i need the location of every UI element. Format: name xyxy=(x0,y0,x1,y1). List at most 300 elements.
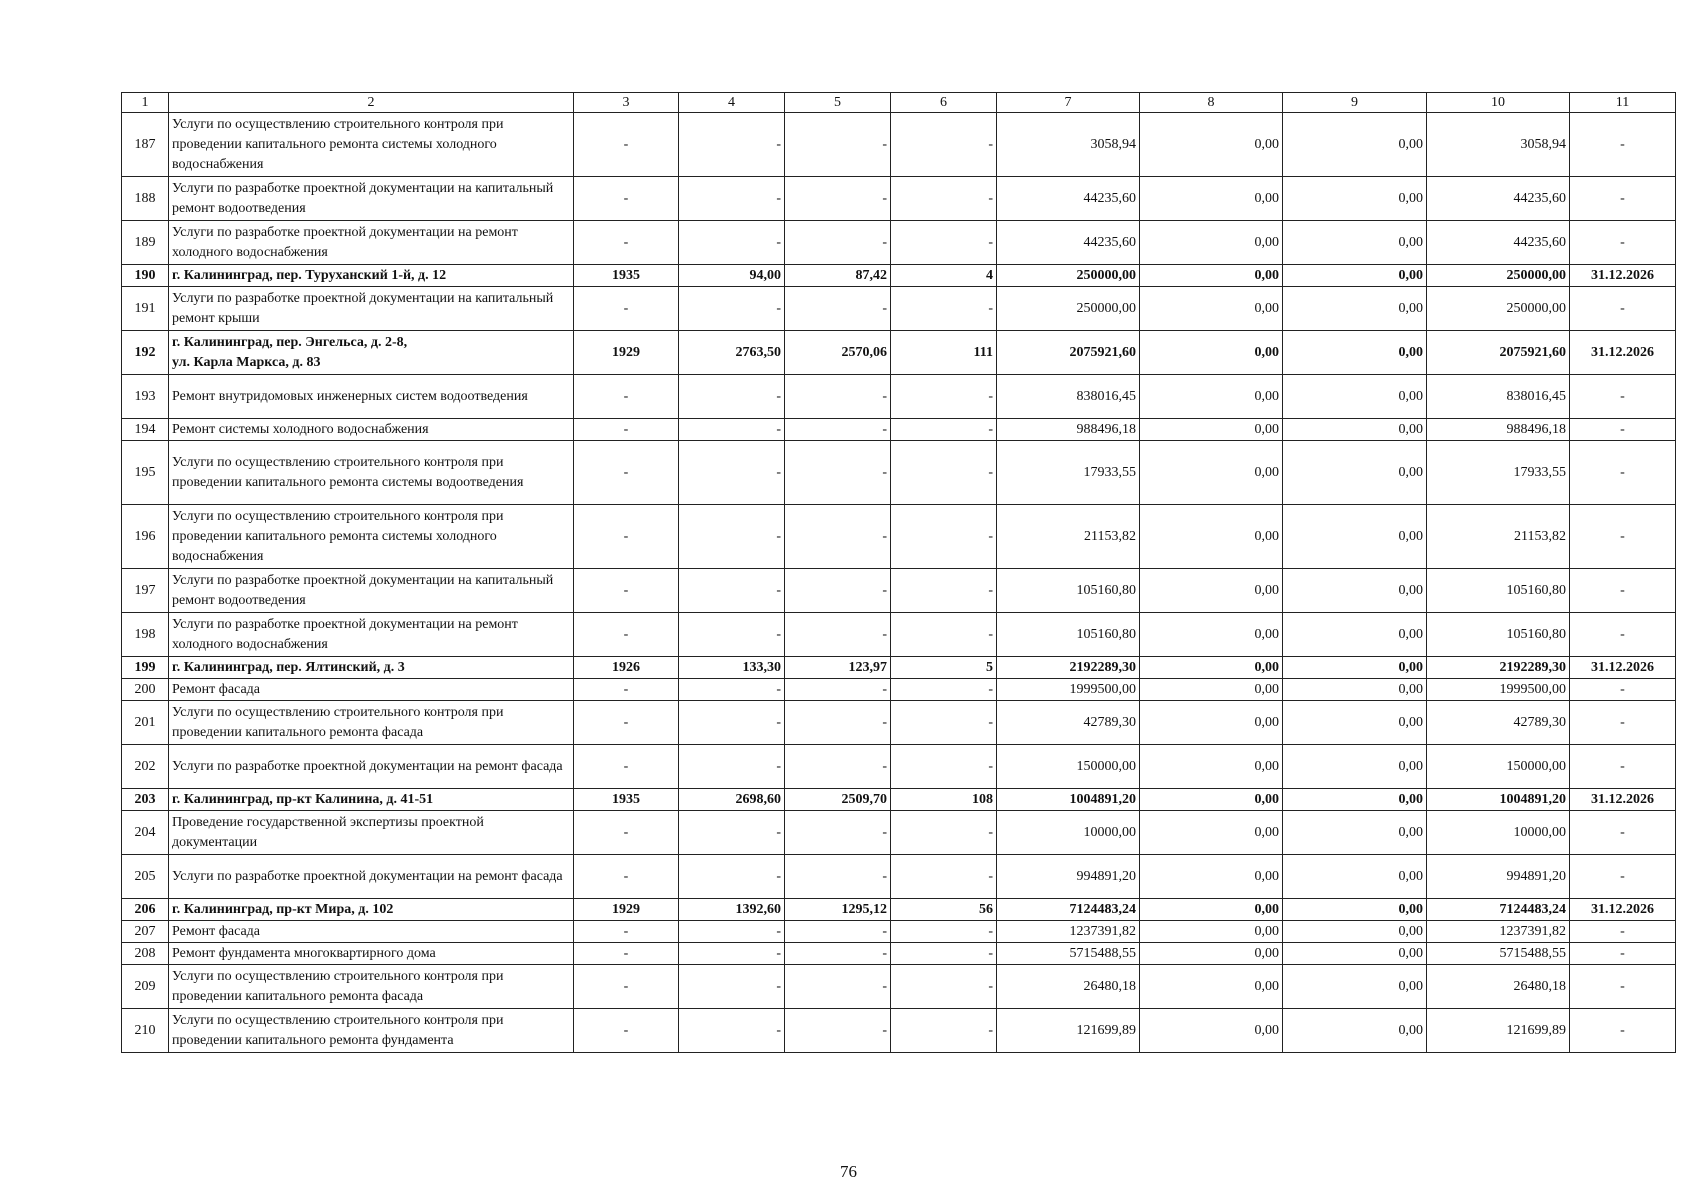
cell-c3: - xyxy=(574,221,679,265)
cell-n: 189 xyxy=(122,221,169,265)
cell-c10: 994891,20 xyxy=(1427,855,1570,899)
table-body xyxy=(122,113,1676,1053)
cell-c5: - xyxy=(785,811,891,855)
cell-c8: 0,00 xyxy=(1140,789,1283,811)
cell-c10: 105160,80 xyxy=(1427,569,1570,613)
cell-c4: - xyxy=(679,921,785,943)
cell-c6: 108 xyxy=(891,789,997,811)
cell-c11: - xyxy=(1570,177,1676,221)
cell-c11: - xyxy=(1570,221,1676,265)
cell-c7: 105160,80 xyxy=(997,569,1140,613)
cell-c3: 1926 xyxy=(574,657,679,679)
table-row xyxy=(122,331,1676,375)
cell-c5: 2570,06 xyxy=(785,331,891,375)
cell-c10: 250000,00 xyxy=(1427,287,1570,331)
cell-c5: - xyxy=(785,287,891,331)
cell-c11: - xyxy=(1570,505,1676,569)
cell-c8: 0,00 xyxy=(1140,287,1283,331)
cell-name: Услуги по осуществлению строительного контроля при проведении капитального ремонта системы водоотведения xyxy=(169,441,574,505)
cell-c4: - xyxy=(679,287,785,331)
cell-c8: 0,00 xyxy=(1140,113,1283,177)
cell-c10: 121699,89 xyxy=(1427,1009,1570,1053)
cell-c5: - xyxy=(785,113,891,177)
cell-c7: 7124483,24 xyxy=(997,899,1140,921)
cell-c3: 1935 xyxy=(574,789,679,811)
cell-c8: 0,00 xyxy=(1140,943,1283,965)
cell-c3: - xyxy=(574,569,679,613)
table-row xyxy=(122,177,1676,221)
cell-c5: - xyxy=(785,419,891,441)
cell-c10: 1237391,82 xyxy=(1427,921,1570,943)
cell-c7: 838016,45 xyxy=(997,375,1140,419)
cell-c5: - xyxy=(785,1009,891,1053)
cell-c6: - xyxy=(891,855,997,899)
cell-c4: - xyxy=(679,943,785,965)
column-header: 4 xyxy=(679,93,785,113)
cell-n: 192 xyxy=(122,331,169,375)
cell-c10: 21153,82 xyxy=(1427,505,1570,569)
cell-c3: - xyxy=(574,441,679,505)
cell-c3: 1929 xyxy=(574,899,679,921)
cell-c9: 0,00 xyxy=(1283,701,1427,745)
cell-n: 210 xyxy=(122,1009,169,1053)
cell-c3: - xyxy=(574,287,679,331)
cell-c6: - xyxy=(891,943,997,965)
cell-c7: 10000,00 xyxy=(997,811,1140,855)
cell-c9: 0,00 xyxy=(1283,613,1427,657)
cell-c7: 250000,00 xyxy=(997,265,1140,287)
cell-c11: - xyxy=(1570,943,1676,965)
cell-c10: 3058,94 xyxy=(1427,113,1570,177)
cell-c10: 250000,00 xyxy=(1427,265,1570,287)
cell-c6: - xyxy=(891,505,997,569)
table-row xyxy=(122,701,1676,745)
cell-n: 209 xyxy=(122,965,169,1009)
cell-n: 200 xyxy=(122,679,169,701)
cell-c9: 0,00 xyxy=(1283,657,1427,679)
cell-c5: 123,97 xyxy=(785,657,891,679)
cell-c6: - xyxy=(891,1009,997,1053)
cell-c9: 0,00 xyxy=(1283,745,1427,789)
cell-c9: 0,00 xyxy=(1283,679,1427,701)
cell-c11: 31.12.2026 xyxy=(1570,789,1676,811)
cell-c11: - xyxy=(1570,965,1676,1009)
cell-c5: 2509,70 xyxy=(785,789,891,811)
cell-c5: 1295,12 xyxy=(785,899,891,921)
cell-c7: 2075921,60 xyxy=(997,331,1140,375)
cell-c4: 133,30 xyxy=(679,657,785,679)
cell-name: г. Калининград, пр-кт Калинина, д. 41-51 xyxy=(169,789,574,811)
cell-name: Услуги по разработке проектной документации на капитальный ремонт крыши xyxy=(169,287,574,331)
cell-c11: - xyxy=(1570,855,1676,899)
cell-name: Ремонт внутридомовых инженерных систем водоотведения xyxy=(169,375,574,419)
cell-c7: 250000,00 xyxy=(997,287,1140,331)
cell-c9: 0,00 xyxy=(1283,789,1427,811)
cell-name xyxy=(169,331,574,375)
address-line-2: ул. Карла Маркса, д. 83 xyxy=(172,354,321,370)
cell-c3: - xyxy=(574,113,679,177)
header-row xyxy=(122,93,1676,113)
cell-c10: 17933,55 xyxy=(1427,441,1570,505)
column-header: 9 xyxy=(1283,93,1427,113)
cell-c11: - xyxy=(1570,113,1676,177)
cell-name: Услуги по разработке проектной документации на ремонт фасада xyxy=(169,745,574,789)
cell-name: Ремонт фасада xyxy=(169,679,574,701)
cell-c4: 2698,60 xyxy=(679,789,785,811)
cell-c11: - xyxy=(1570,287,1676,331)
cell-c4: - xyxy=(679,811,785,855)
cell-name: г. Калининград, пр-кт Мира, д. 102 xyxy=(169,899,574,921)
cell-c9: 0,00 xyxy=(1283,505,1427,569)
cell-c8: 0,00 xyxy=(1140,921,1283,943)
cell-c5: - xyxy=(785,505,891,569)
cell-c9: 0,00 xyxy=(1283,921,1427,943)
cell-c11: - xyxy=(1570,811,1676,855)
cell-c11: - xyxy=(1570,921,1676,943)
cell-c4: - xyxy=(679,965,785,1009)
cell-c7: 17933,55 xyxy=(997,441,1140,505)
cell-c6: - xyxy=(891,811,997,855)
cell-c4: 2763,50 xyxy=(679,331,785,375)
cell-c8: 0,00 xyxy=(1140,375,1283,419)
cell-c7: 1999500,00 xyxy=(997,679,1140,701)
cell-c11: 31.12.2026 xyxy=(1570,657,1676,679)
cell-name: Услуги по осуществлению строительного контроля при проведении капитального ремонта системы холодного водоснабжения xyxy=(169,113,574,177)
cell-c9: 0,00 xyxy=(1283,113,1427,177)
cell-c3: - xyxy=(574,701,679,745)
cell-c11: - xyxy=(1570,375,1676,419)
cell-c6: - xyxy=(891,177,997,221)
cell-c7: 1004891,20 xyxy=(997,789,1140,811)
table-row xyxy=(122,657,1676,679)
cell-c4: - xyxy=(679,419,785,441)
cell-c10: 44235,60 xyxy=(1427,177,1570,221)
cell-c7: 44235,60 xyxy=(997,177,1140,221)
cell-c8: 0,00 xyxy=(1140,569,1283,613)
cell-c4: - xyxy=(679,221,785,265)
cell-c9: 0,00 xyxy=(1283,899,1427,921)
cell-c5: - xyxy=(785,701,891,745)
cell-c7: 994891,20 xyxy=(997,855,1140,899)
cell-c9: 0,00 xyxy=(1283,177,1427,221)
cell-c4: 94,00 xyxy=(679,265,785,287)
cell-c6: - xyxy=(891,679,997,701)
cell-n: 194 xyxy=(122,419,169,441)
cell-c10: 105160,80 xyxy=(1427,613,1570,657)
cell-name: Услуги по разработке проектной документации на капитальный ремонт водоотведения xyxy=(169,177,574,221)
cell-c11: - xyxy=(1570,613,1676,657)
cell-n: 195 xyxy=(122,441,169,505)
cell-c9: 0,00 xyxy=(1283,265,1427,287)
cell-c8: 0,00 xyxy=(1140,265,1283,287)
column-header: 2 xyxy=(169,93,574,113)
cell-c8: 0,00 xyxy=(1140,899,1283,921)
cell-c4: - xyxy=(679,375,785,419)
cell-c9: 0,00 xyxy=(1283,331,1427,375)
cell-c5: - xyxy=(785,943,891,965)
table-row xyxy=(122,287,1676,331)
table-row xyxy=(122,679,1676,701)
cell-c9: 0,00 xyxy=(1283,855,1427,899)
cell-name: г. Калининград, пер. Ялтинский, д. 3 xyxy=(169,657,574,679)
cell-c6: - xyxy=(891,221,997,265)
cell-c5: - xyxy=(785,569,891,613)
table-row xyxy=(122,745,1676,789)
cell-c6: - xyxy=(891,965,997,1009)
cell-c5: - xyxy=(785,855,891,899)
cell-c10: 1999500,00 xyxy=(1427,679,1570,701)
table-row xyxy=(122,811,1676,855)
cell-c8: 0,00 xyxy=(1140,613,1283,657)
cell-c6: - xyxy=(891,287,997,331)
column-header: 3 xyxy=(574,93,679,113)
table-row xyxy=(122,1009,1676,1053)
cell-c8: 0,00 xyxy=(1140,657,1283,679)
cell-c6: 5 xyxy=(891,657,997,679)
cell-c7: 1237391,82 xyxy=(997,921,1140,943)
cell-n: 207 xyxy=(122,921,169,943)
cell-n: 199 xyxy=(122,657,169,679)
cell-c4: 1392,60 xyxy=(679,899,785,921)
cell-c9: 0,00 xyxy=(1283,287,1427,331)
cell-c7: 105160,80 xyxy=(997,613,1140,657)
cell-c3: - xyxy=(574,505,679,569)
cell-name: Ремонт системы холодного водоснабжения xyxy=(169,419,574,441)
cell-c6: - xyxy=(891,701,997,745)
cell-n: 205 xyxy=(122,855,169,899)
cell-c5: - xyxy=(785,745,891,789)
cell-c11: - xyxy=(1570,701,1676,745)
column-header: 7 xyxy=(997,93,1140,113)
cell-c10: 26480,18 xyxy=(1427,965,1570,1009)
cell-c10: 838016,45 xyxy=(1427,375,1570,419)
table-row xyxy=(122,943,1676,965)
cell-c5: - xyxy=(785,965,891,1009)
cell-c7: 150000,00 xyxy=(997,745,1140,789)
cell-c7: 42789,30 xyxy=(997,701,1140,745)
cell-n: 198 xyxy=(122,613,169,657)
cell-c5: - xyxy=(785,221,891,265)
cell-c4: - xyxy=(679,701,785,745)
cell-c4: - xyxy=(679,855,785,899)
cell-c10: 7124483,24 xyxy=(1427,899,1570,921)
cell-c4: - xyxy=(679,569,785,613)
cell-c7: 26480,18 xyxy=(997,965,1140,1009)
table-row xyxy=(122,613,1676,657)
cell-n: 197 xyxy=(122,569,169,613)
cell-c8: 0,00 xyxy=(1140,419,1283,441)
cell-c9: 0,00 xyxy=(1283,1009,1427,1053)
table-row xyxy=(122,789,1676,811)
page-number: 76 xyxy=(840,1162,857,1181)
cell-c6: - xyxy=(891,921,997,943)
cell-n: 190 xyxy=(122,265,169,287)
cell-c8: 0,00 xyxy=(1140,177,1283,221)
cell-c7: 2192289,30 xyxy=(997,657,1140,679)
cell-c10: 5715488,55 xyxy=(1427,943,1570,965)
cell-n: 191 xyxy=(122,287,169,331)
cell-c3: - xyxy=(574,855,679,899)
cell-c4: - xyxy=(679,1009,785,1053)
cell-c3: - xyxy=(574,177,679,221)
cell-name: Ремонт фасада xyxy=(169,921,574,943)
cell-c5: - xyxy=(785,177,891,221)
cell-c8: 0,00 xyxy=(1140,811,1283,855)
cell-c3: - xyxy=(574,811,679,855)
cell-c5: - xyxy=(785,441,891,505)
cell-c6: 4 xyxy=(891,265,997,287)
cell-c6: 111 xyxy=(891,331,997,375)
cell-c8: 0,00 xyxy=(1140,331,1283,375)
cell-c9: 0,00 xyxy=(1283,965,1427,1009)
cell-c7: 988496,18 xyxy=(997,419,1140,441)
cell-c3: - xyxy=(574,1009,679,1053)
cell-c6: - xyxy=(891,419,997,441)
cell-c4: - xyxy=(679,679,785,701)
cell-name: г. Калининград, пер. Туруханский 1-й, д. 12 xyxy=(169,265,574,287)
cell-c6: - xyxy=(891,441,997,505)
cell-c6: - xyxy=(891,613,997,657)
cell-c3: 1929 xyxy=(574,331,679,375)
cell-c8: 0,00 xyxy=(1140,1009,1283,1053)
cell-c5: - xyxy=(785,613,891,657)
cell-c9: 0,00 xyxy=(1283,943,1427,965)
cell-c3: - xyxy=(574,745,679,789)
cell-c3: - xyxy=(574,921,679,943)
cell-c5: - xyxy=(785,375,891,419)
table-row xyxy=(122,441,1676,505)
cell-c3: - xyxy=(574,419,679,441)
cell-c10: 2192289,30 xyxy=(1427,657,1570,679)
column-header: 5 xyxy=(785,93,891,113)
table-row xyxy=(122,113,1676,177)
cell-c3: - xyxy=(574,613,679,657)
cell-name: Услуги по разработке проектной документации на ремонт фасада xyxy=(169,855,574,899)
table-row xyxy=(122,265,1676,287)
cell-c9: 0,00 xyxy=(1283,441,1427,505)
cell-c11: - xyxy=(1570,745,1676,789)
cell-c10: 42789,30 xyxy=(1427,701,1570,745)
cell-name: Услуги по разработке проектной документации на ремонт холодного водоснабжения xyxy=(169,613,574,657)
cell-n: 201 xyxy=(122,701,169,745)
cell-c10: 150000,00 xyxy=(1427,745,1570,789)
cell-n: 196 xyxy=(122,505,169,569)
cell-c10: 1004891,20 xyxy=(1427,789,1570,811)
cell-name: Услуги по осуществлению строительного контроля при проведении капитального ремонта фасада xyxy=(169,701,574,745)
cell-c3: - xyxy=(574,943,679,965)
cell-c6: - xyxy=(891,375,997,419)
cell-c5: - xyxy=(785,921,891,943)
column-header: 8 xyxy=(1140,93,1283,113)
cell-name: Ремонт фундамента многоквартирного дома xyxy=(169,943,574,965)
cell-name: Услуги по осуществлению строительного контроля при проведении капитального ремонта фундамента xyxy=(169,1009,574,1053)
cell-n: 206 xyxy=(122,899,169,921)
cell-c4: - xyxy=(679,177,785,221)
cell-name: Услуги по разработке проектной документации на ремонт холодного водоснабжения xyxy=(169,221,574,265)
cell-c11: 31.12.2026 xyxy=(1570,331,1676,375)
table-row xyxy=(122,569,1676,613)
cell-c6: - xyxy=(891,745,997,789)
column-header: 1 xyxy=(122,93,169,113)
cell-n: 202 xyxy=(122,745,169,789)
cell-c5: - xyxy=(785,679,891,701)
column-header: 6 xyxy=(891,93,997,113)
table-row xyxy=(122,419,1676,441)
cell-c11: - xyxy=(1570,679,1676,701)
cell-c10: 10000,00 xyxy=(1427,811,1570,855)
table-row xyxy=(122,921,1676,943)
cell-c10: 44235,60 xyxy=(1427,221,1570,265)
table-row xyxy=(122,375,1676,419)
cell-c7: 3058,94 xyxy=(997,113,1140,177)
cell-c8: 0,00 xyxy=(1140,679,1283,701)
cell-c9: 0,00 xyxy=(1283,569,1427,613)
cell-c9: 0,00 xyxy=(1283,811,1427,855)
cell-n: 204 xyxy=(122,811,169,855)
cell-c4: - xyxy=(679,745,785,789)
cell-c11: - xyxy=(1570,419,1676,441)
cell-c6: 56 xyxy=(891,899,997,921)
cell-c7: 5715488,55 xyxy=(997,943,1140,965)
cell-c8: 0,00 xyxy=(1140,221,1283,265)
cell-c8: 0,00 xyxy=(1140,505,1283,569)
cell-c5: 87,42 xyxy=(785,265,891,287)
data-table xyxy=(121,92,1676,1053)
cell-c4: - xyxy=(679,441,785,505)
cell-n: 187 xyxy=(122,113,169,177)
column-header: 10 xyxy=(1427,93,1570,113)
cell-c9: 0,00 xyxy=(1283,375,1427,419)
cell-c11: 31.12.2026 xyxy=(1570,899,1676,921)
cell-c11: - xyxy=(1570,1009,1676,1053)
column-header: 11 xyxy=(1570,93,1676,113)
cell-n: 203 xyxy=(122,789,169,811)
cell-c4: - xyxy=(679,113,785,177)
table-row xyxy=(122,899,1676,921)
table-row xyxy=(122,855,1676,899)
table-row xyxy=(122,965,1676,1009)
cell-c4: - xyxy=(679,505,785,569)
cell-c11: - xyxy=(1570,441,1676,505)
cell-c3: 1935 xyxy=(574,265,679,287)
cell-c8: 0,00 xyxy=(1140,855,1283,899)
cell-c6: - xyxy=(891,113,997,177)
cell-c8: 0,00 xyxy=(1140,745,1283,789)
cell-c3: - xyxy=(574,375,679,419)
cell-name: Проведение государственной экспертизы проектной документации xyxy=(169,811,574,855)
address-line-1: г. Калининград, пер. Энгельса, д. 2-8, xyxy=(172,334,408,350)
cell-c8: 0,00 xyxy=(1140,965,1283,1009)
cell-c7: 121699,89 xyxy=(997,1009,1140,1053)
cell-name: Услуги по осуществлению строительного контроля при проведении капитального ремонта системы холодного водоснабжения xyxy=(169,505,574,569)
cell-c10: 988496,18 xyxy=(1427,419,1570,441)
cell-c11: 31.12.2026 xyxy=(1570,265,1676,287)
cell-c7: 44235,60 xyxy=(997,221,1140,265)
cell-c9: 0,00 xyxy=(1283,419,1427,441)
cell-name: Услуги по разработке проектной документации на капитальный ремонт водоотведения xyxy=(169,569,574,613)
cell-n: 208 xyxy=(122,943,169,965)
cell-c11: - xyxy=(1570,569,1676,613)
cell-n: 193 xyxy=(122,375,169,419)
table-row xyxy=(122,221,1676,265)
cell-n: 188 xyxy=(122,177,169,221)
cell-c7: 21153,82 xyxy=(997,505,1140,569)
cell-c3: - xyxy=(574,679,679,701)
cell-name: Услуги по осуществлению строительного контроля при проведении капитального ремонта фасада xyxy=(169,965,574,1009)
cell-c9: 0,00 xyxy=(1283,221,1427,265)
cell-c8: 0,00 xyxy=(1140,701,1283,745)
cell-c10: 2075921,60 xyxy=(1427,331,1570,375)
